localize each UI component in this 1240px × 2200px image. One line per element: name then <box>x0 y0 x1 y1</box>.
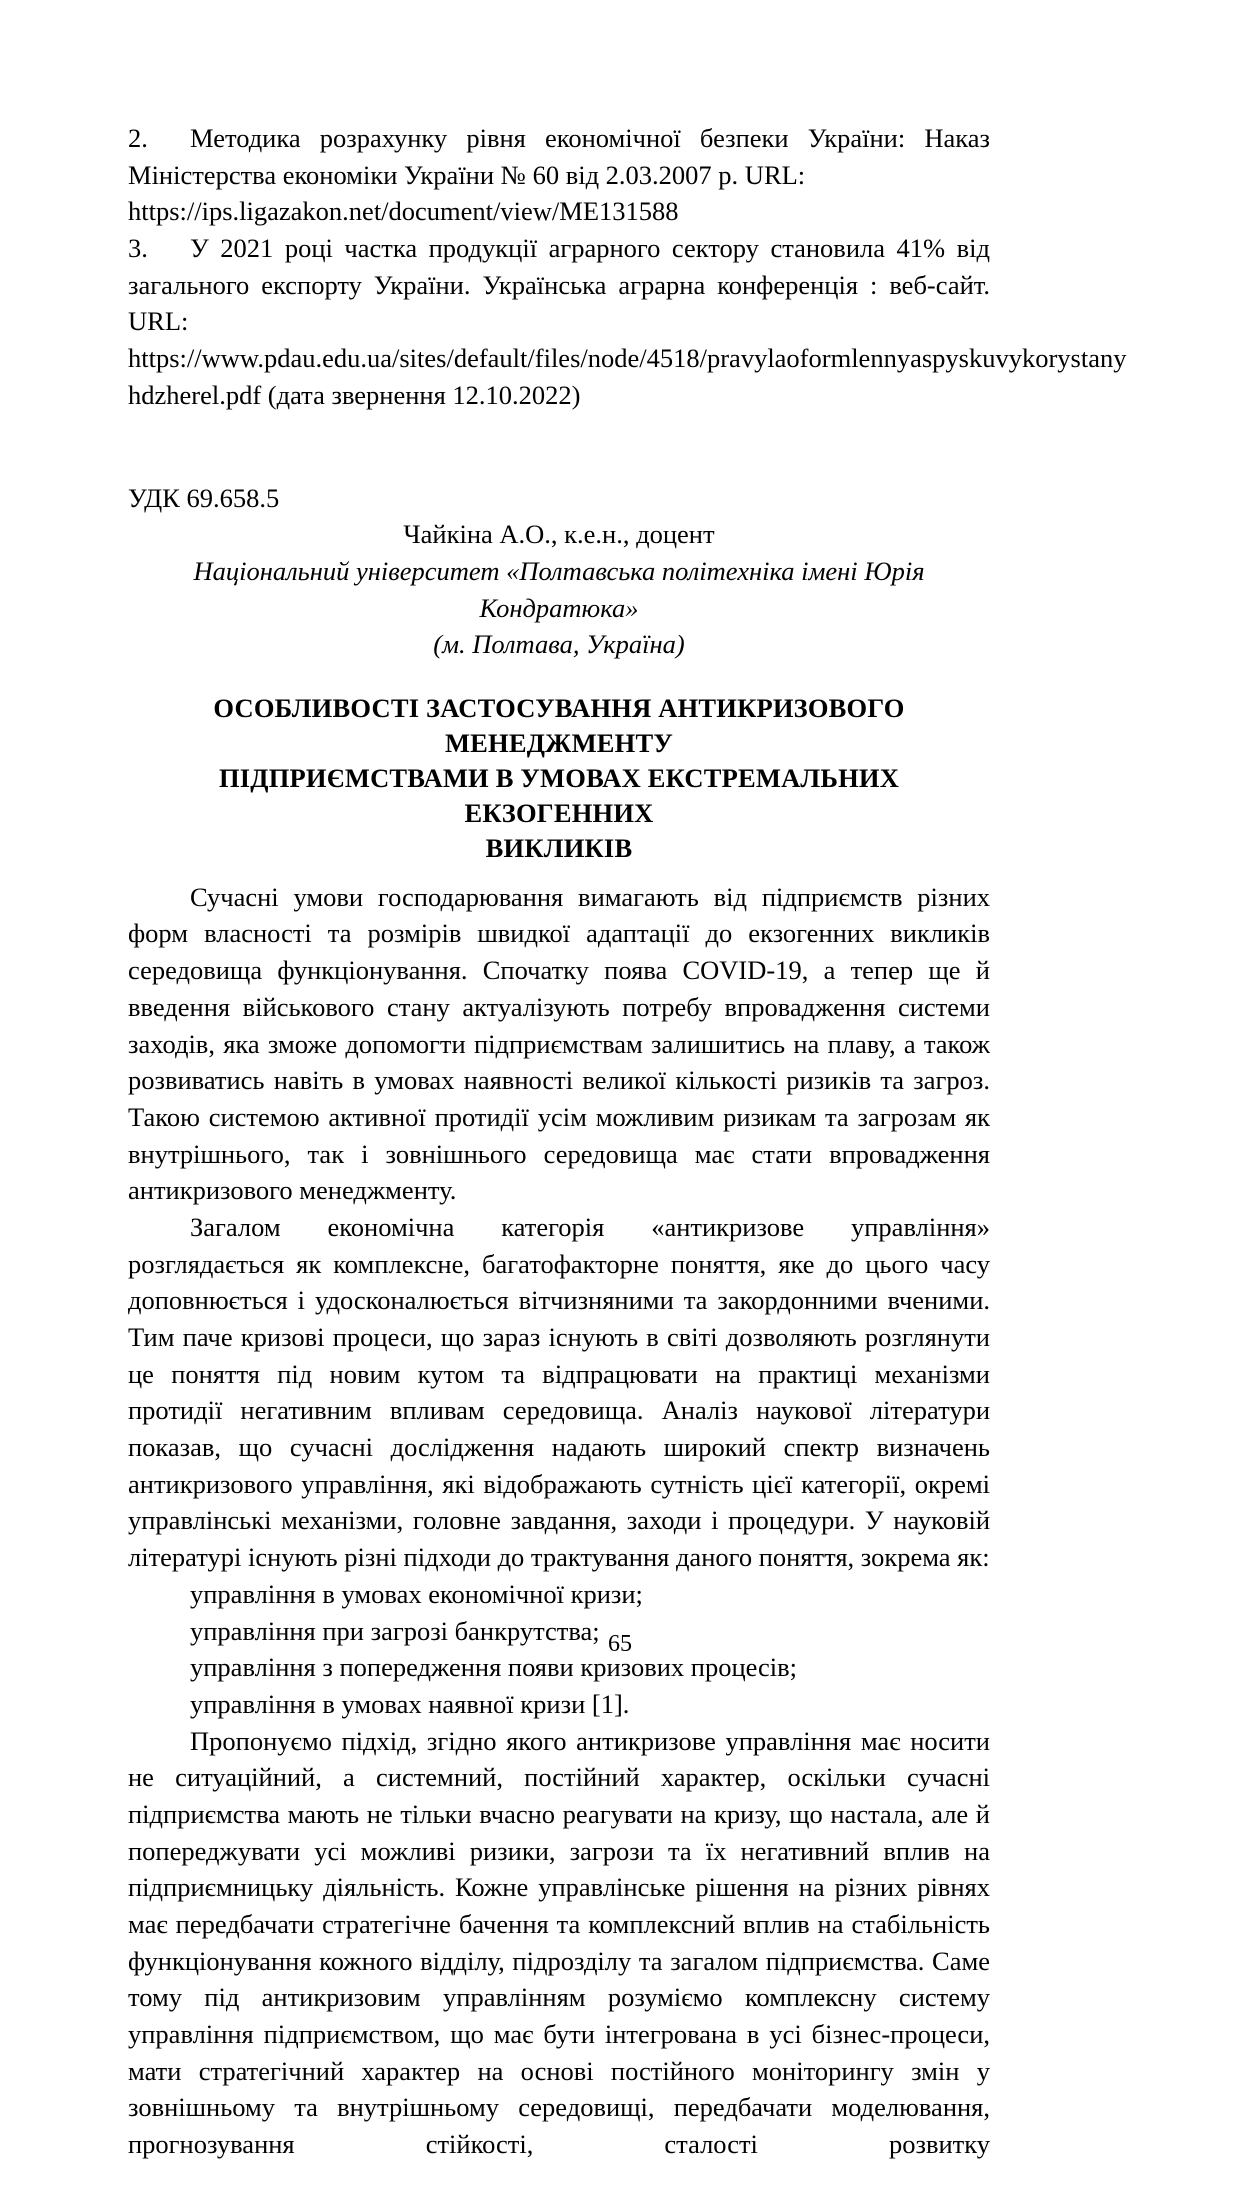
author-affiliation: Національний університет «Полтавська політехніка імені Юрія Кондратюка» <box>193 555 925 623</box>
reference-url: https://ips.ligazakon.net/document/view/ME131588 <box>128 196 679 227</box>
title-line-2: ПІДПРИЄМСТВАМИ В УМОВАХ ЕКСТРЕМАЛЬНИХ ЕКЗОГЕННИХ <box>218 762 900 828</box>
list-item: управління в умовах наявної кризи [1]. <box>190 1688 630 1719</box>
list-item: управління при загрозі банкрутства; <box>190 1615 600 1646</box>
body-spacer <box>128 866 990 879</box>
reference-list <box>128 120 1127 414</box>
title-line-3: ВИКЛИКІВ <box>485 832 633 863</box>
list-item: управління з попередження появи кризових процесів; <box>190 1652 798 1683</box>
reference-item <box>128 230 990 340</box>
list-item: управління в умовах економічної кризи; <box>190 1578 643 1609</box>
reference-text: У 2021 році частка продукції аграрного сектору становила 41% від загального експорту України. Українська аграрна конференція : веб-сайт. URL: <box>128 233 990 337</box>
body-paragraph: Сучасні умови господарювання вимагають від підприємств різних форм власності та розмірів швидкої адаптації до екзогенних викликів середовища функціонування. Спочатку поява COVID-19, а тепер ще й введення військового стану актуалізують потребу впровадження системи заходів, яка зможе допомогти підприємствам залишитись на плаву, а також розвиватись навіть в умовах наявності великої кількості ризиків та загроз. Такою системою активної протидії усім можливим ризикам та загрозам як внутрішнього, так і зовнішнього середовища має стати впровадження антикризового менеджменту. <box>128 881 990 1206</box>
section-spacer <box>128 414 990 480</box>
title-spacer <box>128 663 990 691</box>
author-city: (м. Полтава, Україна) <box>433 629 685 660</box>
author-name: Чайкіна А.О., к.е.н., доцент <box>403 519 715 550</box>
reference-item <box>128 120 990 193</box>
page-number: 65 <box>608 1631 632 1657</box>
title-line-1: ОСОБЛИВОСТІ ЗАСТОСУВАННЯ АНТИКРИЗОВОГО МЕНЕДЖМЕНТУ <box>213 692 905 758</box>
reference-number: 2. <box>128 123 148 153</box>
body-paragraph: Загалом економічна категорія «антикризове управління» розглядається як комплексне, багатофакторне поняття, яке до цього часу доповнюється і удосконалюється вітчизняними та закордонними вченими. Тим паче кризові процеси, що зараз існують в світі дозволяють розглянути це поняття під новим кутом та відпрацювати на практиці механізми протидії негативним впливам середовища. Аналіз наукової літератури показав, що сучасні дослідження надають широкий спектр визначень антикризового управління, які відображають сутність цієї категорії, окремі управлінські механізми, головне завдання, заходи і процедури. У науковій літературі існують різні підходи до трактування даного поняття, зокрема як: <box>128 1211 990 1573</box>
reference-url: https://www.pdau.edu.ua/sites/default/files/node/4518/pravylaoformlennyaspyskuvykorystany hdzherel.pdf (дата звернення 12.10.2022) <box>128 343 1127 410</box>
page-title <box>128 691 990 866</box>
udk-code: УДК 69.658.5 <box>128 482 280 513</box>
page-content <box>128 120 1127 2200</box>
reference-number: 3. <box>128 233 148 264</box>
reference-text: Методика розрахунку рівня економічної безпеки України: Наказ Міністерства економіки України № 60 від 2.03.2007 р. URL: <box>128 123 990 190</box>
body-paragraph: Пропонуємо підхід, згідно якого антикризове управління має носити не ситуаційний, а системний, постійний характер, оскільки сучасні підприємства мають не тільки вчасно реагувати на кризу, що настала, але й попереджувати усі можливі ризики, загрози та їх негативний вплив на підприємницьку діяльність. Кожне управлінське рішення на різних рівнях має передбачати стратегічне бачення та комплексний вплив на стабільність функціонування кожного відділу, підрозділу та загалом підприємства. Саме тому під антикризовим управлінням розуміємо комплексну систему управління підприємством, що має бути інтегрована в усі бізнес-процеси, мати стратегічний характер на основі постійного моніторингу змін у зовнішньому та внутрішньому середовищі, передбачати моделювання, прогнозування стійкості, сталості розвитку <box>128 1725 990 2160</box>
